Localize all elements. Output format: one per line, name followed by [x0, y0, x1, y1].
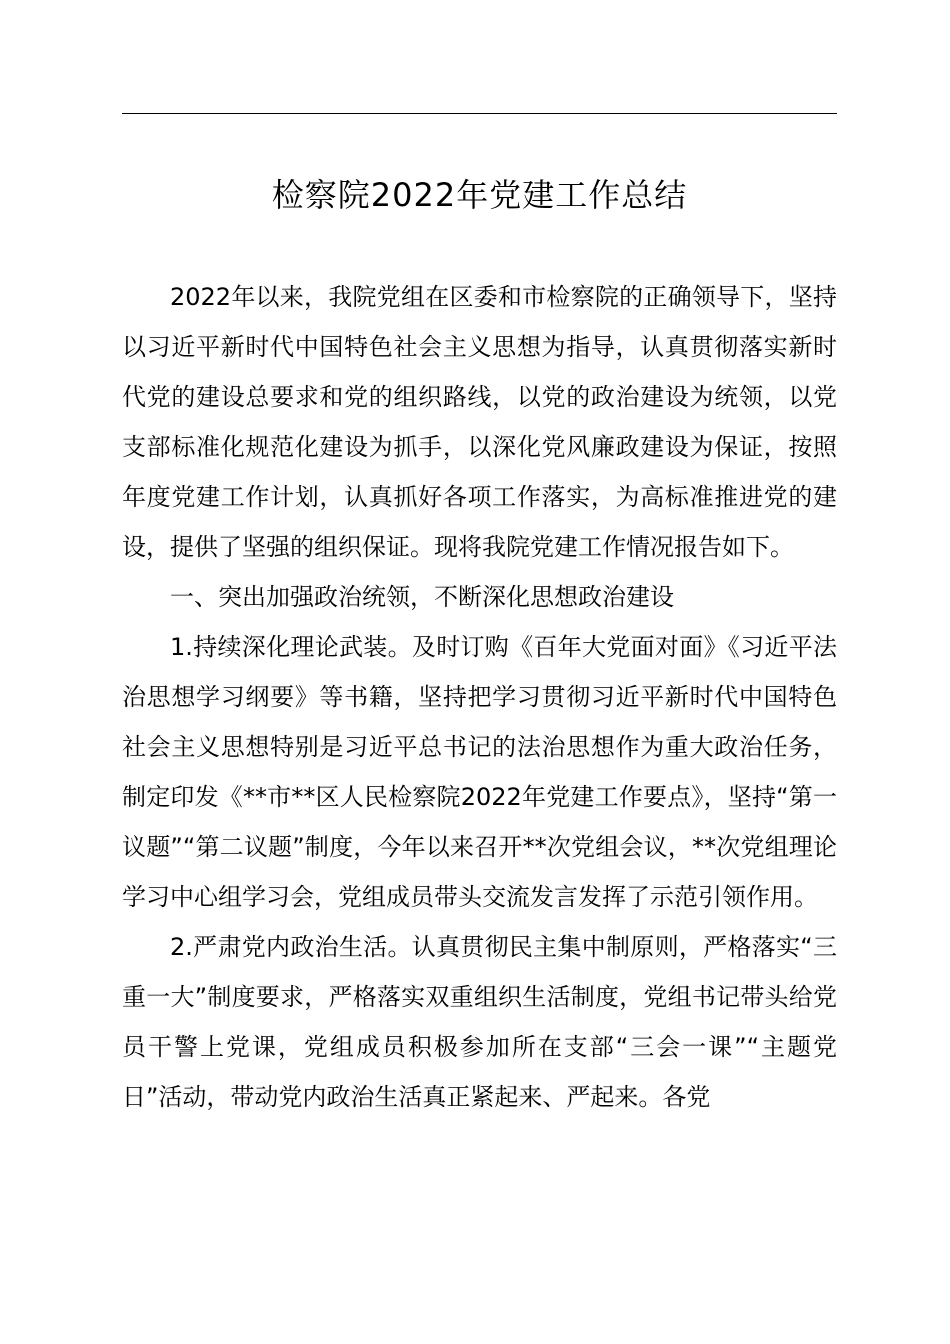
paragraph-item-1: 1.持续深化理论武装。及时订购《百年大党面对面》《习近平法治思想学习纲要》等书籍，坚持把学习贯彻习近平新时代中国特色社会主义思想特别是习近平总书记的法治思想作为重大政治任务，制定印发《**市**区人民检察院2022年党建工作要点》，坚持“第一议题”“第二议题”制度，今年以来召开**次党组会议，**次党组理论学习中心组学习会，党组成员带头交流发言发挥了示范引领作用。: [122, 633, 837, 911]
header-rule: [122, 113, 837, 114]
document-title: 检察院2022年党建工作总结: [271, 176, 688, 214]
paragraph-item-2: 2.严肃党内政治生活。认真贯彻民主集中制原则，严格落实“三重一大”制度要求，严格落实双重组织生活制度，党组书记带头给党员干警上党课，党组成员积极参加所在支部“三会一课”“主题党日”活动，带动党内政治生活真正紧起来、严起来。各党: [122, 933, 837, 1111]
paragraph-intro: 2022年以来，我院党组在区委和市检察院的正确领导下，坚持以习近平新时代中国特色社会主义思想为指导，认真贯彻落实新时代党的建设总要求和党的组织路线，以党的政治建设为统领，以党支部标准化规范化建设为抓手，以深化党风廉政建设为保证，按照年度党建工作计划，认真抓好各项工作落实，为高标准推进党的建设，提供了坚强的组织保证。现将我院党建工作情况报告如下。: [122, 283, 837, 561]
document-body: [122, 272, 837, 1122]
section-heading-1: 一、突出加强政治统领，不断深化思想政治建设: [170, 583, 674, 611]
